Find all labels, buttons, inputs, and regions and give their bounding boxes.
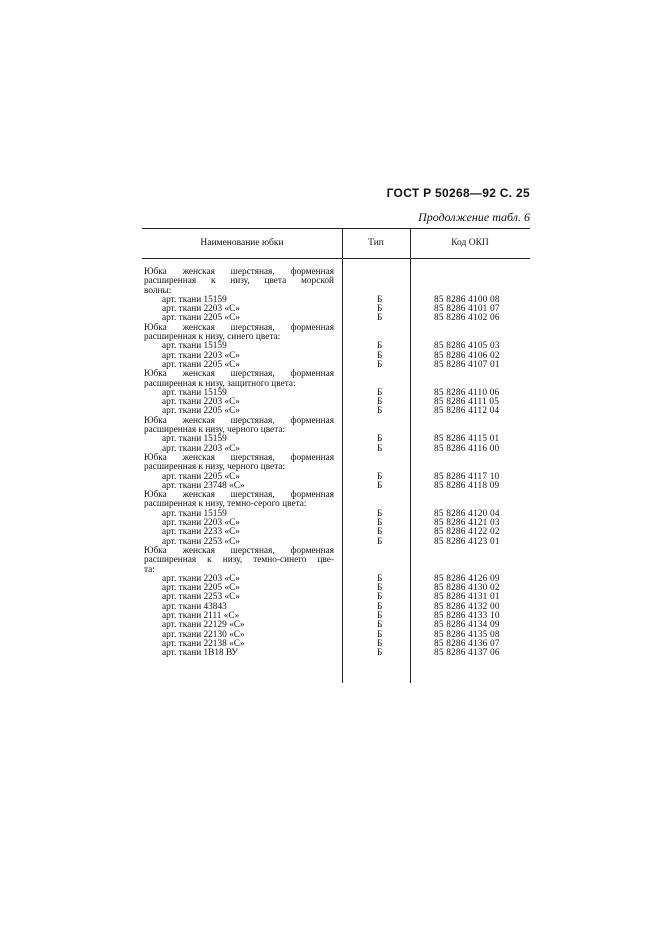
row-name: арт. ткани 22129 «С» [162,620,245,631]
row-name: Юбка женская шерстяная, форменная [144,322,334,333]
row-name: арт. ткани 2205 «С» [162,313,240,324]
table-row [142,277,530,286]
row-code: 85 8286 4122 02 [434,527,500,538]
row-name: арт. ткани 2205 «С» [162,406,240,417]
row-name: расширенная к низу, темно-серого цвета: [144,499,307,510]
row-name: арт. ткани 15159 [162,387,227,398]
row-name: расширенная к низу, темно-синего цве- [144,555,334,566]
row-name: арт. ткани 2253 «С» [162,536,240,547]
row-code: 85 8286 4126 09 [434,573,500,584]
column-header-code: Код ОКП [451,238,489,248]
row-name: арт. ткани 2233 «С» [162,527,240,538]
row-name: арт. ткани 2203 «С» [162,443,240,454]
row-name: Юбка женская шерстяная, форменная [144,267,334,277]
row-name: арт. ткани 22130 «С» [162,629,245,640]
row-code: 85 8286 4134 09 [434,620,500,631]
row-name: Юбка женская шерстяная, форменная [144,490,334,501]
row-code: 85 8286 4131 01 [434,592,500,603]
row-name: волны: [144,285,172,296]
row-code: 85 8286 4110 06 [434,387,500,398]
row-name: арт. ткани 15159 [162,341,227,352]
row-name: арт. ткани 2203 «С» [162,573,240,584]
row-type: Б [377,536,383,547]
row-type: Б [377,294,383,305]
row-code: 85 8286 4107 01 [434,359,500,370]
table-continuation-label: Продолжение табл. 6 [418,210,530,224]
table-body [142,268,530,658]
table-row [142,649,530,658]
row-name: арт. ткани 2111 «С» [162,610,240,621]
row-name: арт. ткани 2203 «С» [162,350,240,361]
row-name: арт. ткани 2203 «С» [162,304,240,315]
row-name: арт. ткани 15159 [162,434,227,445]
row-code: 85 8286 4112 04 [434,406,500,417]
row-name: арт. ткани 23748 «С» [162,480,245,491]
row-type: Б [377,471,383,482]
row-type: Б [377,518,383,529]
row-code: 85 8286 4118 09 [434,480,500,491]
row-name: арт. ткани 2203 «С» [162,397,240,408]
row-code: 85 8286 4111 05 [434,397,500,408]
row-code: 85 8286 4136 07 [434,638,500,649]
row-type: Б [377,313,383,324]
row-code: 85 8286 4133 10 [434,610,500,621]
row-name: Юбка женская шерстяная, форменная [144,452,334,463]
row-type: Б [377,304,383,315]
table-row [142,556,530,565]
row-type: Б [377,592,383,603]
row-code: 85 8286 4115 01 [434,434,500,445]
row-type: Б [377,620,383,631]
row-name: арт. ткани 43843 [162,601,227,612]
row-type: Б [377,638,383,649]
table-header-rule [142,258,530,259]
row-type: Б [377,397,383,408]
row-name: арт. ткани 2203 «С» [162,518,240,529]
row-type: Б [377,573,383,584]
row-type: Б [377,341,383,352]
row-code: 85 8286 4130 02 [434,583,500,594]
row-type: Б [377,359,383,370]
row-code: 85 8286 4106 02 [434,350,500,361]
table-top-rule [142,228,530,229]
row-name: арт. ткани 22138 «С» [162,638,245,649]
row-type: Б [377,610,383,621]
row-name: расширенная к низу, черного цвета: [144,462,286,473]
row-type: Б [377,629,383,640]
row-type: Б [377,406,383,417]
skirt-codes-table [142,228,530,683]
column-header-type: Тип [368,238,384,248]
row-name: расширенная к низу, черного цвета: [144,425,286,436]
row-type: Б [377,443,383,454]
row-name: Юбка женская шерстяная, форменная [144,369,334,380]
row-name: арт. ткани 2205 «С» [162,359,240,370]
row-type: Б [377,601,383,612]
row-type: Б [377,648,383,659]
row-code: 85 8286 4101 07 [434,304,500,315]
row-code: 85 8286 4102 06 [434,313,500,324]
page-header: ГОСТ Р 50268—92 С. 25 [386,186,530,200]
row-code: 85 8286 4117 10 [434,471,500,482]
row-name: расширенная к низу, синего цвета: [144,332,281,343]
row-type: Б [377,387,383,398]
row-code: 85 8286 4132 00 [434,601,500,612]
row-name: арт. ткани 15159 [162,508,227,519]
row-code: 85 8286 4120 04 [434,508,500,519]
row-code: 85 8286 4135 08 [434,629,500,640]
row-code: 85 8286 4137 06 [434,648,500,659]
row-type: Б [377,350,383,361]
row-name: расширенная к низу, цвета морской [144,276,334,287]
row-type: Б [377,434,383,445]
row-code: 85 8286 4105 03 [434,341,500,352]
row-name: арт. ткани 2205 «С» [162,471,240,482]
row-name: Юбка женская шерстяная, форменная [144,415,334,426]
row-name: Юбка женская шерстяная, форменная [144,545,334,556]
row-type: Б [377,527,383,538]
row-name: арт. ткани 2205 «С» [162,583,240,594]
row-code: 85 8286 4116 00 [434,443,500,454]
row-code: 85 8286 4100 08 [434,294,500,305]
row-name: арт. ткани 15159 [162,294,227,305]
row-name: расширенная к низу, защитного цвета: [144,378,296,389]
row-name: арт. ткани 2253 «С» [162,592,240,603]
row-type: Б [377,583,383,594]
row-type: Б [377,480,383,491]
column-header-name: Наименование юбки [200,238,284,248]
row-code: 85 8286 4121 03 [434,518,500,529]
row-type: Б [377,508,383,519]
row-name: та: [144,564,155,575]
row-code: 85 8286 4123 01 [434,536,500,547]
row-name: арт. ткани 1В18 ВУ [162,648,239,659]
